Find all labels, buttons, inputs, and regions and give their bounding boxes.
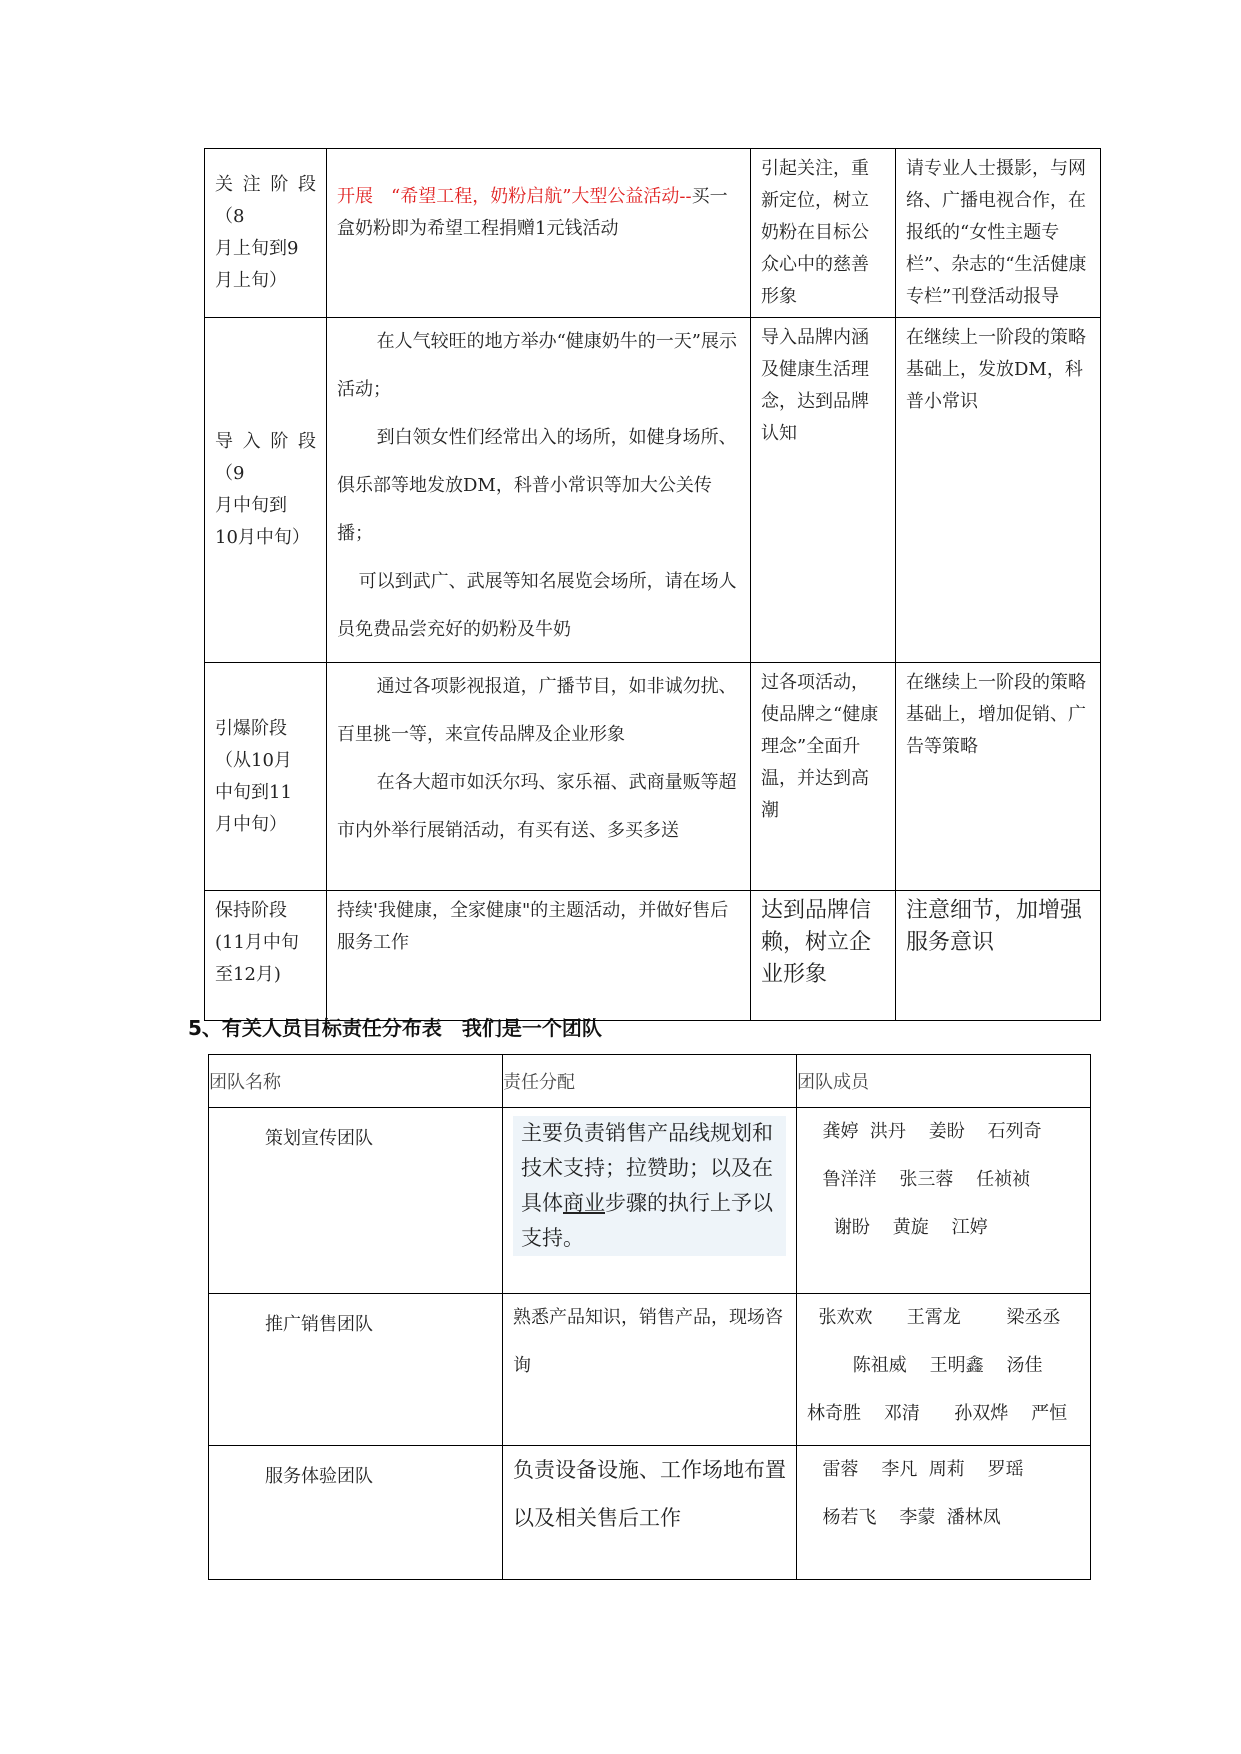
table-row xyxy=(205,663,1101,891)
stage-line: (11月中旬 xyxy=(215,932,299,953)
responsibility-part: 主要负责销售产品线规划和技术支持；拉赞助；以及在具体 xyxy=(521,1121,773,1215)
stage-line: 月中旬到 xyxy=(215,495,287,516)
header-members: 团队成员 xyxy=(797,1055,1091,1108)
members-cell xyxy=(797,1108,1091,1294)
table-row xyxy=(209,1446,1091,1580)
goal-text: 达到品牌信赖，树立企业形象 xyxy=(761,898,872,987)
underlined-word: 商业 xyxy=(563,1191,605,1215)
table-row xyxy=(205,149,1101,318)
stage-line: 月上旬） xyxy=(215,270,287,291)
activity-paragraph: 可以到武广、武展等知名展览会场所，请在场人员免费品尝充好的奶粉及牛奶 xyxy=(337,571,737,640)
stage-cell xyxy=(205,663,327,891)
table-row xyxy=(205,891,1101,1021)
stage-line: 至12月) xyxy=(215,964,281,985)
goal-text: 过各项活动，使品牌之“健康理念”全面升温，并达到高潮 xyxy=(761,672,879,821)
stage-line: 中旬到11 xyxy=(215,781,292,803)
members-cell xyxy=(797,1446,1091,1580)
team-name-cell: 服务体验团队 xyxy=(209,1446,503,1580)
media-cell xyxy=(896,318,1101,663)
stage-line: 导入阶段（9 xyxy=(215,431,316,484)
header-responsibility: 责任分配 xyxy=(503,1055,797,1108)
stage-line: 引爆阶段 xyxy=(215,717,287,739)
responsibility-text: 负责设备设施、工作场地布置以及相关售后工作 xyxy=(513,1458,786,1530)
activity-paragraph: 到白领女性们经常出入的场所，如健身场所、俱乐部等地发放DM，科普小常识等加大公关传播； xyxy=(337,427,737,544)
media-text: 请专业人士摄影，与网络、广播电视合作，在报纸的“女性主题专栏”、杂志的“生活健康专栏”刊登活动报导 xyxy=(906,158,1087,307)
media-text: 在继续上一阶段的策略基础上，发放DM，科普小常识 xyxy=(906,327,1086,412)
stage-line: 10月中旬） xyxy=(215,527,310,548)
section-heading: 5、有关人员目标责任分布表 我们是一个团队 xyxy=(188,1016,602,1040)
team-name-cell: 推广销售团队 xyxy=(209,1294,503,1446)
activity-cell xyxy=(327,663,751,891)
activity-text: 持续'我健康，全家健康"的主题活动，并做好售后服务工作 xyxy=(337,900,729,953)
goal-text: 导入品牌内涵及健康生活理念，达到品牌认知 xyxy=(761,327,869,444)
activity-paragraph: 通过各项影视报道，广播节目，如非诚勿扰、百里挑一等，来宣传品牌及企业形象 xyxy=(337,676,737,745)
responsibility-part: 步骤的执行上予以支持。 xyxy=(521,1191,773,1250)
media-text: 注意细节，加增强服务意识 xyxy=(906,898,1083,955)
activity-text: 买一盒奶粉即为希望工程捐赠1元钱活动 xyxy=(337,186,728,239)
stage-line: 保持阶段 xyxy=(215,900,287,921)
responsibility-cell xyxy=(503,1446,797,1580)
media-text: 在继续上一阶段的策略基础上，增加促销、广告等策略 xyxy=(906,672,1086,757)
responsibility-text xyxy=(513,1116,786,1256)
members-line: 谢盼 黄旋 江婷 xyxy=(811,1217,988,1238)
stage-plan-table xyxy=(204,148,1101,1021)
media-cell xyxy=(896,663,1101,891)
members-cell xyxy=(797,1294,1091,1446)
goal-cell xyxy=(751,318,896,663)
stage-line: 月上旬到9 xyxy=(215,238,299,259)
activity-cell xyxy=(327,318,751,663)
table-header-row xyxy=(209,1055,1091,1108)
team-responsibility-table xyxy=(208,1054,1091,1580)
activity-paragraph: 在各大超市如沃尔玛、家乐福、武商量贩等超市内外举行展销活动，有买有送、多买多送 xyxy=(337,772,737,841)
team-name-cell: 策划宣传团队 xyxy=(209,1108,503,1294)
members-line: 张欢欢 王霄龙 梁丞丞 xyxy=(807,1307,1061,1328)
goal-cell xyxy=(751,891,896,1021)
media-cell xyxy=(896,149,1101,318)
stage-line: 月中旬） xyxy=(215,813,287,835)
members-line: 雷蓉 李凡 周莉 罗瑶 xyxy=(811,1459,1024,1480)
members-line: 杨若飞 李蒙 潘林凤 xyxy=(811,1507,1001,1528)
goal-text: 引起关注，重新定位，树立奶粉在目标公众心中的慈善形象 xyxy=(761,158,869,307)
stage-line: 关注阶段（8 xyxy=(215,174,316,227)
media-cell xyxy=(896,891,1101,1021)
stage-cell xyxy=(205,891,327,1021)
goal-cell xyxy=(751,663,896,891)
stage-line: （从10月 xyxy=(215,749,292,771)
members-line: 陈祖威 王明鑫 汤佳 xyxy=(807,1355,1043,1376)
activity-highlight: 开展 “希望工程，奶粉启航”大型公益活动-- xyxy=(337,186,692,207)
goal-cell xyxy=(751,149,896,318)
members-line: 林奇胜 邓清 孙双烨 严恒 xyxy=(807,1403,1068,1424)
activity-paragraph: 在人气较旺的地方举办“健康奶牛的一天”展示活动； xyxy=(337,331,737,400)
stage-cell xyxy=(205,149,327,318)
activity-cell xyxy=(327,149,751,318)
responsibility-cell xyxy=(503,1108,797,1294)
responsibility-text: 熟悉产品知识，销售产品，现场咨询 xyxy=(513,1307,783,1376)
table-row xyxy=(205,318,1101,663)
stage-cell xyxy=(205,318,327,663)
table-row xyxy=(209,1108,1091,1294)
members-line: 鲁洋洋 张三蓉 任祯祯 xyxy=(811,1169,1031,1190)
activity-cell xyxy=(327,891,751,1021)
responsibility-cell xyxy=(503,1294,797,1446)
members-line: 龚婷 洪丹 姜盼 石列奇 xyxy=(811,1121,1042,1142)
table-row xyxy=(209,1294,1091,1446)
header-team-name: 团队名称 xyxy=(209,1055,503,1108)
